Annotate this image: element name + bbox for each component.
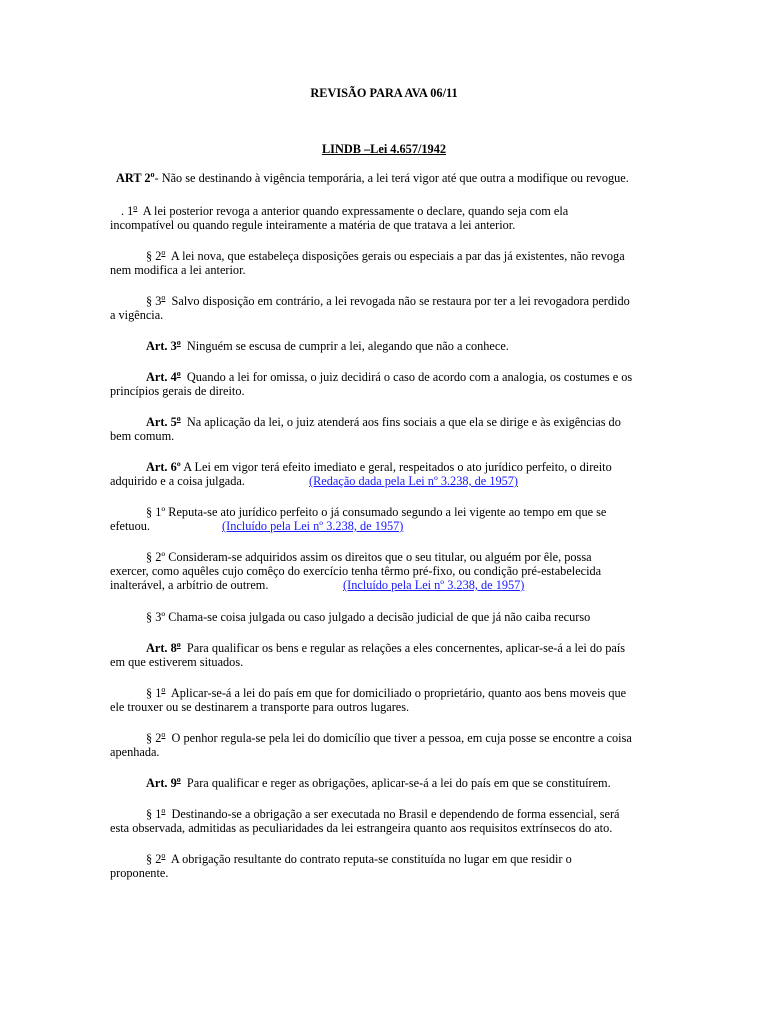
art8-p2-ordinal: o [161,729,166,739]
art9-text: Para qualificar e reger as obrigações, aplicar-se-á a lei do país em que se constituírem. [186,776,611,790]
art9-p1-text1: Destinando-se a obrigação a ser executada no Brasil e dependendo de forma essencial, será [171,807,620,821]
art6-p2-line2: exercer, como aquêles cujo comêço do exercício tenha têrmo pré-fixo, ou condição pré-estabelecida [110,564,602,578]
art2-p3-prefix: § 3 [146,294,162,308]
art4-ordinal: o [176,368,181,378]
art2-p3-text1: Salvo disposição em contrário, a lei revogada não se restaura por ter a lei revogadora perdido [171,294,630,308]
art9-p2-line2: proponente. [110,866,169,880]
art8-label: Art. 8 [146,641,177,655]
art8-ordinal: o [176,639,181,649]
art3-text: Ninguém se escusa de cumprir a lei, alegando que não a conhece. [186,339,509,353]
art2-p1-line2: incompatível ou quando regule inteiramente a matéria de que tratava a lei anterior. [110,218,516,232]
art6-p3-paragraph: § 3º Chama-se coisa julgada ou caso julgado a decisão judicial de que já não caiba recurso [146,610,591,624]
art8-p2-text1: O penhor regula-se pela lei do domicílio que tiver a pessoa, em cuja posse se encontre a coisa [171,731,632,745]
art2-text: - Não se destinando à vigência temporária, a lei terá vigor até que outra a modifique ou revogue. [154,171,629,185]
art8-p1-text1: Aplicar-se-á a lei do país em que for domiciliado o proprietário, quanto aos bens moveis que [170,686,627,700]
art2-paragraph [116,171,629,186]
art9-p2-line1 [146,852,572,867]
art9-ordinal: o [176,774,181,784]
art9-p2-prefix: § 2 [146,852,162,866]
art8-p1-line2: ele trouxer ou se destinarem a transporte para outros lugares. [110,700,410,714]
art4-label: Art. 4 [146,370,177,384]
art2-p2-prefix: § 2 [146,249,162,263]
art9-paragraph [146,776,611,791]
art5-line1 [146,415,621,430]
art2-p1-text1: A lei posterior revoga a anterior quando expressamente o declare, quando seja com ela [142,204,569,218]
art9-p2-text1: A obrigação resultante do contrato reputa-se constituída no lugar em que residir o [170,852,572,866]
art9-p1-prefix: § 1 [146,807,162,821]
art2-p1-line1 [121,204,568,219]
art2-p2-ordinal: o [161,247,166,257]
art2-ordinal: o [150,169,155,179]
art6-p2-line1: § 2º Consideram-se adquiridos assim os direitos que o seu titular, ou alguém por êle, possa [146,550,592,564]
art8-text1: Para qualificar os bens e regular as relações a eles concernentes, aplicar-se-á a lei do país [186,641,626,655]
art8-line1 [146,641,625,656]
art6-line1 [146,460,612,475]
art6-redacao-link[interactable]: (Redação dada pela Lei nº 3.238, de 1957) [309,474,519,488]
art3-label: Art. 3 [146,339,177,353]
art2-label: ART 2 [116,171,151,185]
art2-p3-line1 [146,294,630,309]
art8-line2: em que estiverem situados. [110,655,244,669]
art6-label: Art. 6º [146,460,181,474]
art2-p2-text1: A lei nova, que estabeleça disposições gerais ou especiais a par das já existentes, não revoga [170,249,625,263]
art9-label: Art. 9 [146,776,177,790]
art6-text1: A Lei em vigor terá efeito imediato e geral, respeitados o ato jurídico perfeito, o direito [183,460,612,474]
art8-p1-line1 [146,686,626,701]
document-title: REVISÃO PARA AVA 06/11 [310,86,458,100]
art2-p3-ordinal: o [161,292,166,302]
art9-p1-ordinal: o [161,805,166,815]
art9-p2-ordinal: o [161,850,166,860]
art4-line1 [146,370,632,385]
art2-p2-line2: nem modifica a lei anterior. [110,263,246,277]
art4-line2: princípios gerais de direito. [110,384,245,398]
art5-line2: bem comum. [110,429,175,443]
art9-p1-line2: esta observada, admitidas as peculiaridades da lei estrangeira quanto aos requisitos extrínsecos do ato. [110,821,613,835]
art8-p2-prefix: § 2 [146,731,162,745]
art3-paragraph [146,339,509,354]
art6-line2: adquirido e a coisa julgada. [110,474,245,488]
art8-p2-line2: apenhada. [110,745,160,759]
art2-p2-line1 [146,249,625,264]
art2-p1-prefix: . 1 [121,204,134,218]
art6-p2-incluido-link[interactable]: (Incluído pela Lei nº 3.238, de 1957) [343,578,525,592]
art8-p1-ordinal: o [161,684,166,694]
art6-p1-line2: efetuou. [110,519,150,533]
art3-ordinal: o [176,337,181,347]
art8-p2-line1 [146,731,632,746]
art4-text1: Quando a lei for omissa, o juiz decidirá o caso de acordo com a analogia, os costumes e os [186,370,633,384]
art5-ordinal: o [176,413,181,423]
art6-p2-line3: inalterável, a arbítrio de outrem. [110,578,269,592]
art8-p1-prefix: § 1 [146,686,162,700]
document-subtitle: LINDB –Lei 4.657/1942 [321,142,446,156]
art9-p1-line1 [146,807,620,822]
art5-label: Art. 5 [146,415,177,429]
art5-text1: Na aplicação da lei, o juiz atenderá aos fins sociais a que ela se dirige e às exigências do [186,415,621,429]
art2-p1-ordinal: o [133,202,138,212]
art2-p3-line2: a vigência. [110,308,164,322]
art6-p1-incluido-link[interactable]: (Incluído pela Lei nº 3.238, de 1957) [222,519,404,533]
art6-p1-line1: § 1º Reputa-se ato jurídico perfeito o já consumado segundo a lei vigente ao tempo em que se [146,505,607,519]
